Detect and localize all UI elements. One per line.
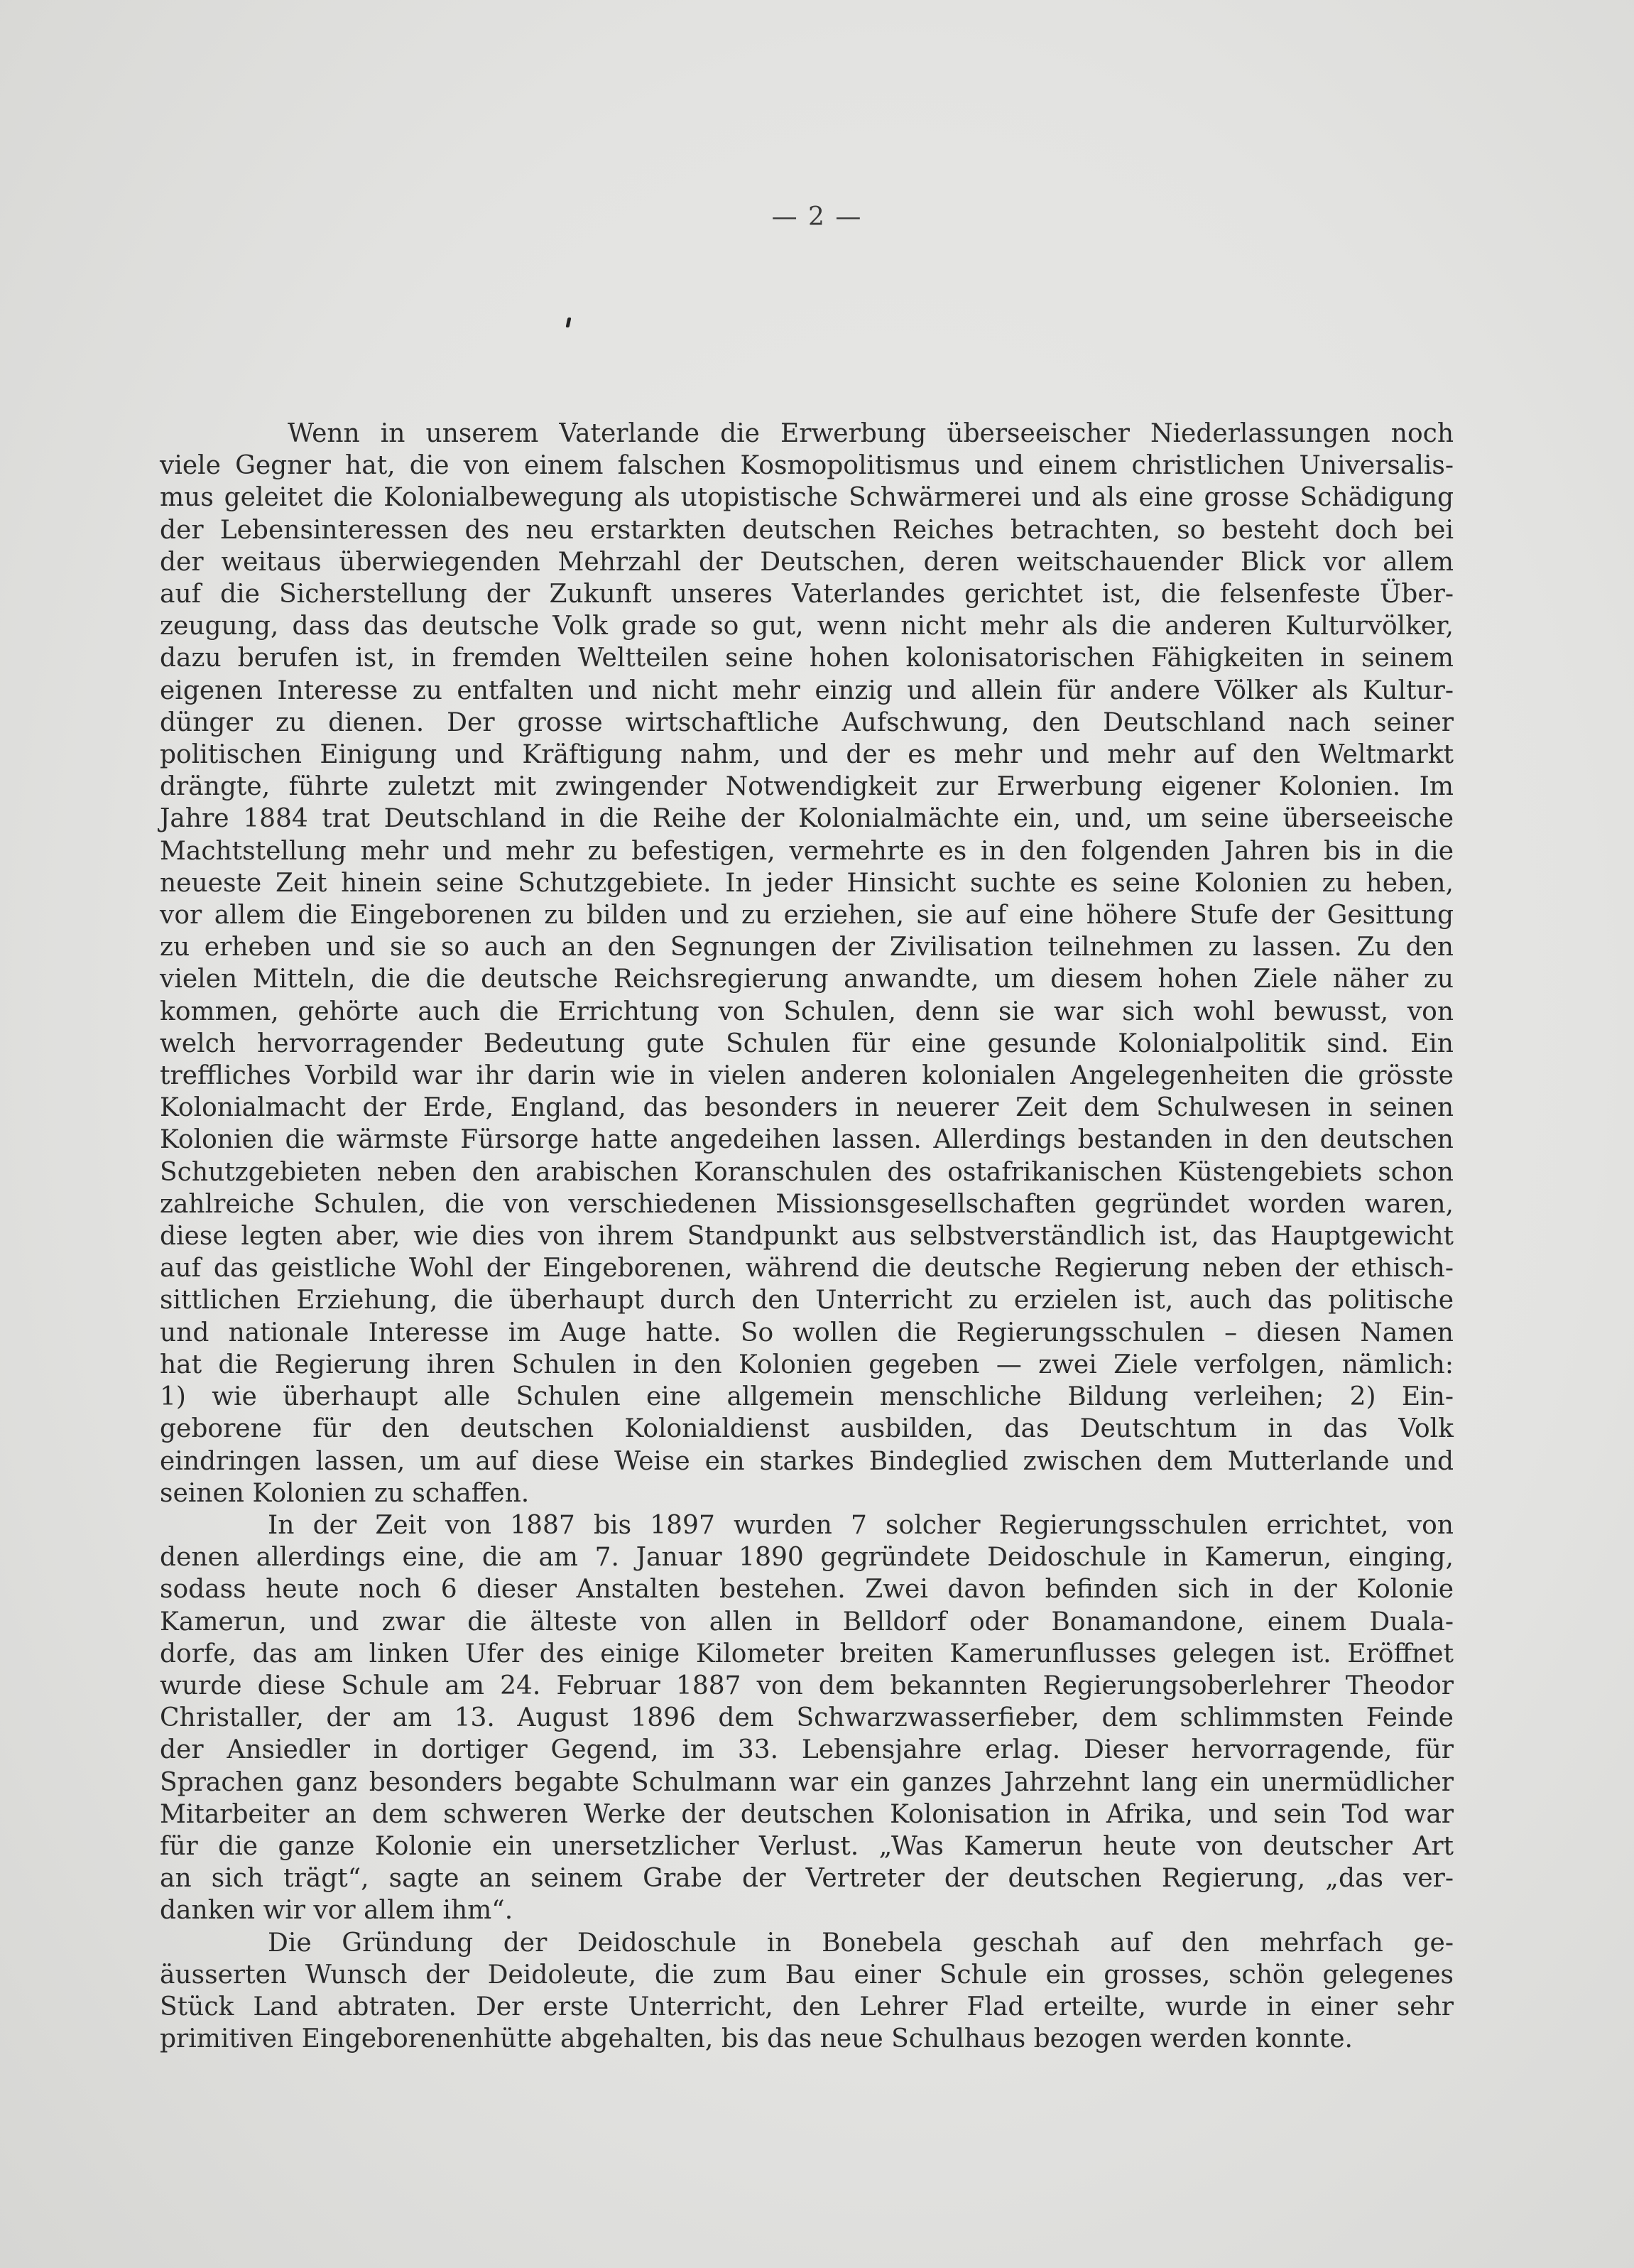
text-line: seinen Kolonien zu schaffen.: [160, 1478, 530, 1508]
text-line: zeugung, dass das deutsche Volk grade so gut, wenn nicht mehr als die anderen Kulturvölker,: [160, 612, 1454, 641]
text-line: politischen Einigung und Kräftigung nahm, und der es mehr und mehr auf den Weltmarkt: [160, 740, 1454, 770]
text-line: neueste Zeit hinein seine Schutzgebiete. In jeder Hinsicht suchte es seine Kolonien zu heben,: [160, 868, 1454, 898]
text-line: dazu berufen ist, in fremden Weltteilen seine hohen kolonisatorischen Fähigkeiten in seinem: [160, 644, 1454, 673]
text-line: sodass heute noch 6 dieser Anstalten bestehen. Zwei davon befinden sich in der Kolonie: [160, 1575, 1454, 1605]
text-line: drängte, führte zuletzt mit zwingender Notwendigkeit zur Erwerbung eigener Kolonien. Im: [160, 772, 1454, 802]
text-line: vielen Mitteln, die die deutsche Reichsregierung anwandte, um diesem hohen Ziele näher zu: [160, 965, 1454, 994]
text-line: hat die Regierung ihren Schulen in den Kolonien gegeben — zwei Ziele verfolgen, nämlich:: [160, 1350, 1454, 1379]
text-line: primitiven Eingeborenenhütte abgehalten, bis das neue Schulhaus bezogen werden konnte.: [160, 2024, 1353, 2054]
text-line: und nationale Interesse im Auge hatte. So wollen die Regierungsschulen – diesen Namen: [160, 1318, 1454, 1347]
text-line: mus geleitet die Kolonialbewegung als utopistische Schwärmerei und als eine grosse Schädigung: [160, 483, 1454, 513]
text-line: viele Gegner hat, die von einem falschen Kosmopolitismus und einem christlichen Universalis-: [160, 451, 1454, 481]
text-line: für die ganze Kolonie ein unersetzlicher Verlust. „Was Kamerun heute von deutscher Art: [160, 1831, 1454, 1861]
text-line: In der Zeit von 1887 bis 1897 wurden 7 solcher Regierungsschulen errichtet, von: [268, 1510, 1454, 1540]
text-line: 1) wie überhaupt alle Schulen eine allgemein menschliche Bildung verleihen; 2) Ein-: [160, 1382, 1454, 1412]
text-line: wurde diese Schule am 24. Februar 1887 von dem bekannten Regierungsoberlehrer Theodor: [160, 1671, 1454, 1700]
text-line: der weitaus überwiegenden Mehrzahl der Deutschen, deren weitschauender Blick vor allem: [160, 547, 1454, 577]
text-line: zahlreiche Schulen, die von verschiedenen Missionsgesellschaften gegründet worden waren,: [160, 1189, 1454, 1219]
text-line: Mitarbeiter an dem schweren Werke der deutschen Kolonisation in Afrika, und sein Tod war: [160, 1799, 1454, 1829]
text-line: geborene für den deutschen Kolonialdienst ausbilden, das Deutschtum in das Volk: [160, 1414, 1454, 1444]
text-line: Wenn in unserem Vaterlande die Erwerbung überseeischer Niederlassungen noch: [288, 419, 1454, 448]
text-line: zu erheben und sie so auch an den Segnungen der Zivilisation teilnehmen zu lassen. Zu den: [160, 933, 1454, 962]
text-line: vor allem die Eingeborenen zu bilden und zu erziehen, sie auf eine höhere Stufe der Gesittung: [160, 901, 1454, 930]
text-line: dorfe, das am linken Ufer des einige Kilometer breiten Kamerunflusses gelegen ist. Eröffnet: [160, 1639, 1454, 1669]
text-line: Kamerun, und zwar die älteste von allen in Belldorf oder Bonamandone, einem Duala-: [160, 1607, 1454, 1637]
text-line: der Ansiedler in dortiger Gegend, im 33. Lebensjahre erlag. Dieser hervorragende, für: [160, 1735, 1454, 1765]
text-line: welch hervorragender Bedeutung gute Schulen für eine gesunde Kolonialpolitik sind. Ein: [160, 1029, 1454, 1058]
text-line: kommen, gehörte auch die Errichtung von Schulen, denn sie war sich wohl bewusst, von: [160, 997, 1454, 1026]
text-line: eigenen Interesse zu entfalten und nicht mehr einzig und allein für andere Völker als Kultur-: [160, 675, 1454, 705]
text-line: Christaller, der am 13. August 1896 dem Schwarzwasserfieber, dem schlimmsten Feinde: [160, 1703, 1454, 1733]
page-number: — 2 —: [771, 202, 863, 232]
text-line: auf die Sicherstellung der Zukunft unseres Vaterlandes gerichtet ist, die felsenfeste Über-: [160, 580, 1454, 609]
text-line: dünger zu dienen. Der grosse wirtschaftliche Aufschwung, den Deutschland nach seiner: [160, 707, 1454, 737]
ink-mark: [566, 318, 572, 327]
text-line: Machtstellung mehr und mehr zu befestigen, vermehrte es in den folgenden Jahren bis in die: [160, 836, 1454, 866]
text-line: Die Gründung der Deidoschule in Bonebela geschah auf den mehrfach ge-: [268, 1928, 1454, 1958]
text-line: äusserten Wunsch der Deidoleute, die zum Bau einer Schule ein grosses, schön gelegenes: [160, 1960, 1454, 1990]
text-line: Sprachen ganz besonders begabte Schulmann war ein ganzes Jahrzehnt lang ein unermüdlicher: [160, 1767, 1454, 1797]
text-line: Jahre 1884 trat Deutschland in die Reihe der Kolonialmächte ein, und, um seine überseeische: [160, 804, 1454, 834]
text-line: danken wir vor allem ihm“.: [160, 1896, 513, 1926]
text-line: an sich trägt“, sagte an seinem Grabe der Vertreter der deutschen Regierung, „das ver-: [160, 1864, 1454, 1894]
text-line: Kolonien die wärmste Fürsorge hatte angedeihen lassen. Allerdings bestanden in den deutschen: [160, 1125, 1454, 1155]
body-text: [160, 418, 1454, 2055]
text-line: denen allerdings eine, die am 7. Januar 1890 gegründete Deidoschule in Kamerun, einging,: [160, 1543, 1454, 1573]
text-line: auf das geistliche Wohl der Eingeborenen, während die deutsche Regierung neben der ethisch-: [160, 1254, 1454, 1284]
text-line: Schutzgebieten neben den arabischen Koranschulen des ostafrikanischen Küstengebiets schon: [160, 1157, 1454, 1187]
text-line: treffliches Vorbild war ihr darin wie in vielen anderen kolonialen Angelegenheiten die grösste: [160, 1061, 1454, 1091]
text-line: Kolonialmacht der Erde, England, das besonders in neuerer Zeit dem Schulwesen in seinen: [160, 1093, 1454, 1123]
text-line: der Lebensinteressen des neu erstarkten deutschen Reiches betrachten, so besteht doch bei: [160, 515, 1454, 545]
text-line: sittlichen Erziehung, die überhaupt durch den Unterricht zu erzielen ist, auch das politische: [160, 1286, 1454, 1315]
text-line: eindringen lassen, um auf diese Weise ein starkes Bindeglied zwischen dem Mutterlande und: [160, 1446, 1454, 1476]
text-line: Stück Land abtraten. Der erste Unterricht, den Lehrer Flad erteilte, wurde in einer sehr: [160, 1992, 1454, 2022]
text-line: diese legten aber, wie dies von ihrem Standpunkt aus selbstverständlich ist, das Hauptgewicht: [160, 1222, 1454, 1252]
